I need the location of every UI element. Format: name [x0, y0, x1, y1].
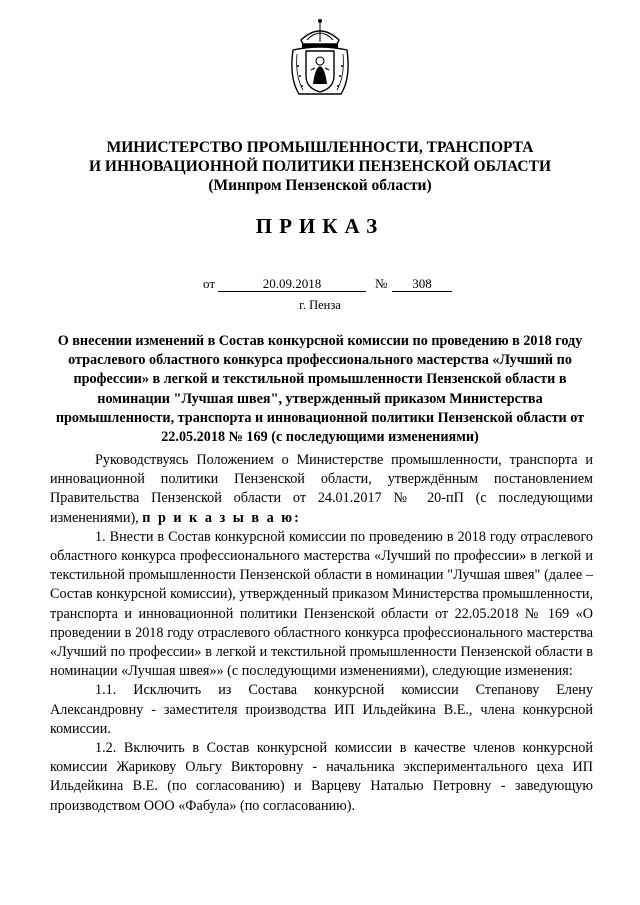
date-label: от [203, 276, 216, 291]
order-date-number-line [0, 276, 640, 296]
order-body [50, 451, 593, 816]
order-subject: О внесении изменений в Состав конкурсной комиссии по проведению в 2018 году отраслевого областного конкурса профессионального мастерства «Лучший по профессии» в легкой и текстильной промышленности Пензенской области в номинации "Лучшая швея", утвержденный приказом Министерства промышленности, транспорта и инновационной политики Пензенской области от 22.05.2018 № 169 (с последующими изменениями) [55, 333, 585, 446]
order-date: 20.09.2018 [218, 276, 366, 292]
preamble-paragraph [50, 451, 593, 528]
coat-of-arms-emblem [287, 18, 353, 98]
order-word: п р и к а з ы в а ю: [142, 509, 301, 526]
header-line-2: И ИННОВАЦИОННОЙ ПОЛИТИКИ ПЕНЗЕНСКОЙ ОБЛАСТИ [88, 158, 552, 175]
order-city: г. Пенза [299, 298, 341, 312]
document-title: ПРИКАЗ [255, 214, 385, 238]
header-line-1: МИНИСТЕРСТВО ПРОМЫШЛЕННОСТИ, ТРАНСПОРТА [106, 139, 534, 156]
header-line-3: (Минпром Пензенской области) [208, 177, 432, 194]
item-1: 1. Внести в Состав конкурсной комиссии по проведению в 2018 году отраслевого областного конкурса профессионального мастерства «Лучший по профессии» в легкой и текстильной промышленности Пензенской области в номинации "Лучшая швея" (далее – Состав конкурсной комиссии), утвержденный приказом Министерства промышленности, транспорта и инновационной политики Пензенской области от 22.05.2018 № 169 «О проведении в 2018 году отраслевого областного конкурса профессионального мастерства «Лучший по профессии» в легкой и текстильной промышленности Пензенской области в номинации «Лучшая швея»» (с последующими изменениями), следующие изменения: [50, 528, 593, 680]
order-number: 308 [392, 276, 452, 292]
number-label: № [375, 276, 388, 291]
ministry-header [0, 138, 640, 195]
item-1-1: 1.1. Исключить из Состава конкурсной комиссии Степанову Елену Александровну - заместителя производства ИП Ильдейкина В.Е., члена конкурсной комиссии. [50, 682, 593, 737]
preamble-text: Руководствуясь Положением о Министерстве промышленности, транспорта и инновационной политики Пензенской области, утверждённым постановлением Правительства Пензенской области от 24.01.2017 № 20-пП (с последующими изменениями), [50, 452, 593, 526]
item-1-2: 1.2. Включить в Состав конкурсной комиссии в качестве членов конкурсной комиссии Жарикову Ольгу Викторовну - начальника экспериментального цеха ИП Ильдейкина В.Е. (по согласованию) и Варцеву Наталью Петровну - заведующую производством ООО «Фабула» (по согласованию). [50, 740, 593, 814]
